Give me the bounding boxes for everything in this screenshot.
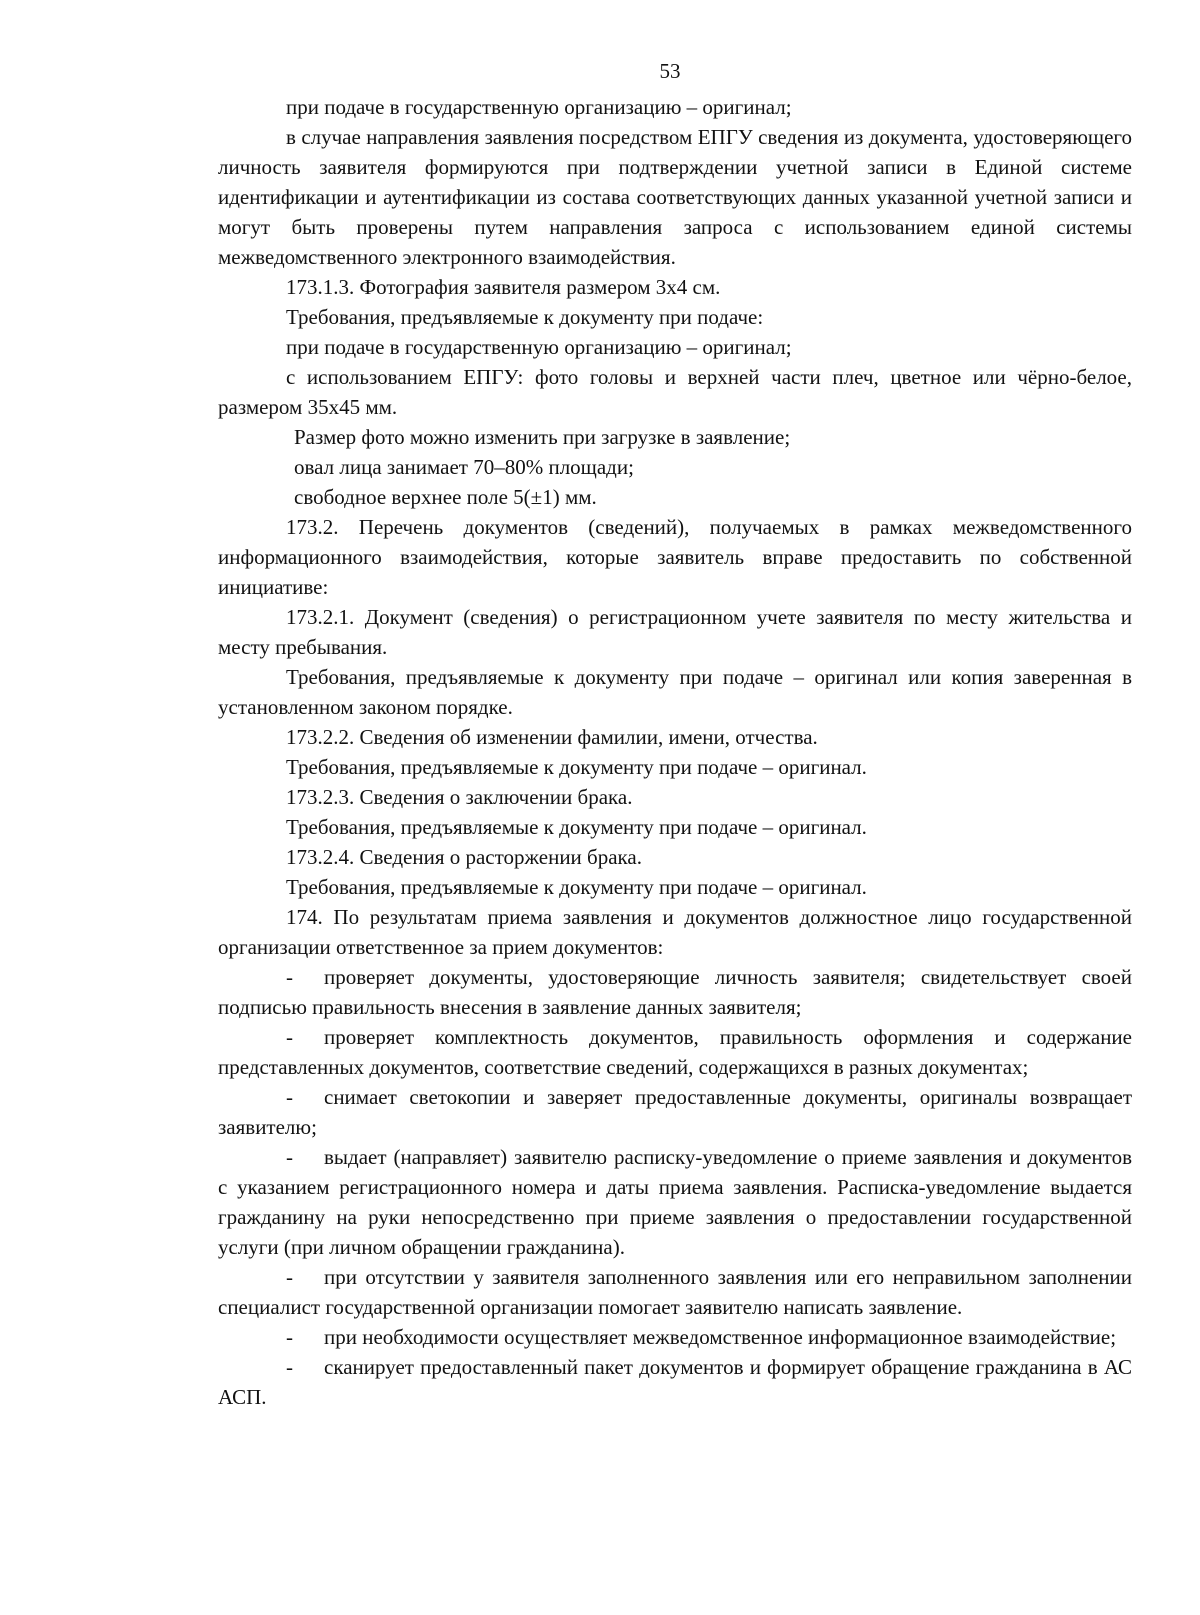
bullet-item xyxy=(218,1142,1132,1262)
bullet-item xyxy=(218,1022,1132,1082)
paragraph: 174. По результатам приема заявления и документов должностное лицо государственной организации ответственное за прием документов: xyxy=(218,905,1132,959)
bullet-text: сканирует предоставленный пакет документов и формирует обращение гражданина в АС АСП. xyxy=(218,1355,1132,1409)
bullet-item xyxy=(218,1352,1132,1412)
bullet-dash: - xyxy=(286,1025,293,1049)
bullet-text: проверяет комплектность документов, правильность оформления и содержание представленных документов, соответствие сведений, содержащихся в разных документах; xyxy=(218,1025,1132,1079)
paragraph: Требования, предъявляемые к документу при подаче – оригинал. xyxy=(286,815,867,839)
paragraph: Требования, предъявляемые к документу при подаче – оригинал. xyxy=(286,755,867,779)
paragraph: 173.2.3. Сведения о заключении брака. xyxy=(286,785,633,809)
bullet-dash: - xyxy=(286,965,293,989)
bullet-item xyxy=(218,962,1132,1022)
paragraph: Требования, предъявляемые к документу при подаче – оригинал. xyxy=(286,875,867,899)
paragraph: с использованием ЕПГУ: фото головы и верхней части плеч, цветное или чёрно-белое, размером 35x45 мм. xyxy=(218,365,1132,419)
paragraph: 173.2.4. Сведения о расторжении брака. xyxy=(286,845,643,869)
bullet-text: снимает светокопии и заверяет предоставленные документы, оригиналы возвращает заявителю; xyxy=(218,1085,1132,1139)
bullet-text: при отсутствии у заявителя заполненного заявления или его неправильном заполнении специалист государственной организации помогает заявителю написать заявление. xyxy=(218,1265,1132,1319)
bullet-item xyxy=(218,1322,1132,1352)
bullet-dash: - xyxy=(286,1265,293,1289)
paragraph: в случае направления заявления посредством ЕПГУ сведения из документа, удостоверяющего личность заявителя формируются при подтверждении учетной записи в Единой системе идентификации и аутентификации из состава соответствующих данных указанной учетной записи и могут быть проверены путем направления запроса с использованием единой системы межведомственного электронного взаимодействия. xyxy=(218,125,1132,269)
bullet-dash: - xyxy=(286,1085,293,1109)
bullet-text: при необходимости осуществляет межведомственное информационное взаимодействие; xyxy=(324,1325,1117,1349)
paragraph: Требования, предъявляемые к документу при подаче: xyxy=(286,305,764,329)
document-body xyxy=(218,92,1132,1412)
paragraph: 173.1.3. Фотография заявителя размером 3x4 см. xyxy=(286,275,721,299)
bullet-dash: - xyxy=(286,1355,293,1379)
paragraph: при подаче в государственную организацию – оригинал; xyxy=(286,335,792,359)
paragraph: при подаче в государственную организацию – оригинал; xyxy=(286,95,792,119)
page-number: 53 xyxy=(659,59,681,83)
paragraph: свободное верхнее поле 5(±1) мм. xyxy=(294,485,597,509)
bullet-dash: - xyxy=(286,1325,293,1349)
bullet-text: проверяет документы, удостоверяющие личность заявителя; свидетельствует своей подписью правильность внесения в заявление данных заявителя; xyxy=(218,965,1132,1019)
paragraph: 173.2.2. Сведения об изменении фамилии, имени, отчества. xyxy=(286,725,818,749)
paragraph: 173.2. Перечень документов (сведений), получаемых в рамках межведомственного информационного взаимодействия, которые заявитель вправе предоставить по собственной инициативе: xyxy=(218,515,1132,599)
bullet-dash: - xyxy=(286,1145,293,1169)
paragraph: Требования, предъявляемые к документу при подаче – оригинал или копия заверенная в установленном законом порядке. xyxy=(218,665,1132,719)
paragraph: овал лица занимает 70–80% площади; xyxy=(294,455,634,479)
bullet-item xyxy=(218,1082,1132,1142)
bullet-item xyxy=(218,1262,1132,1322)
paragraph: 173.2.1. Документ (сведения) о регистрационном учете заявителя по месту жительства и месту пребывания. xyxy=(218,605,1132,659)
paragraph: Размер фото можно изменить при загрузке в заявление; xyxy=(294,425,791,449)
bullet-text: выдает (направляет) заявителю расписку-уведомление о приеме заявления и документов с указанием регистрационного номера и даты приема заявления. Расписка-уведомление выдается гражданину на руки непосредственно при приеме заявления о предоставлении государственной услуги (при личном обращении гражданина). xyxy=(218,1145,1132,1259)
